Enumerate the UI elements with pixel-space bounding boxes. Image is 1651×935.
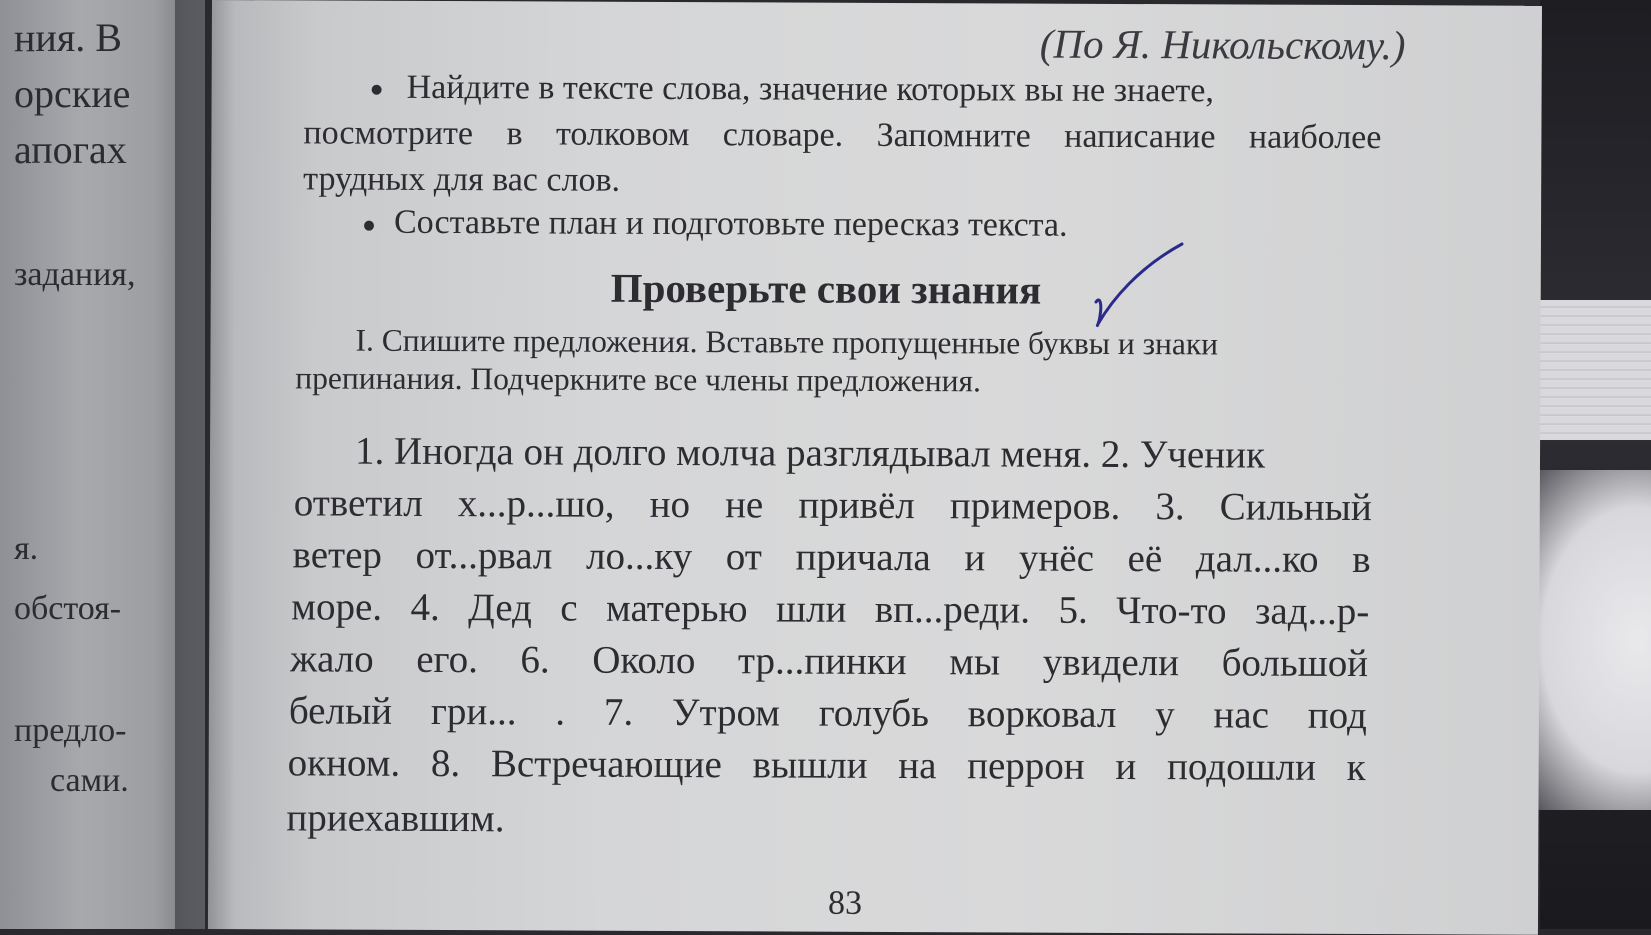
exercise-sentence-line: жало его. 6. Около тр...пинки мы увидели большой xyxy=(290,637,1369,686)
exercise-sentence-line: море. 4. Дед с матерью шли вп...реди. 5. Что-то зад...р- xyxy=(291,585,1370,634)
exercise-instruction-line: I. Спишите предложения. Вставьте пропущенные буквы и знаки xyxy=(355,322,1219,362)
exercise-sentence-line: окном. 8. Встречающие вышли на перрон и подошли к xyxy=(287,741,1366,790)
section-heading: Проверьте свои знания xyxy=(610,264,1042,313)
bullet-dot-icon xyxy=(364,221,374,231)
left-page-fragment: я. xyxy=(14,530,39,567)
left-page-fragment: орские xyxy=(14,71,131,116)
exercise-sentence-line: ветер от...рвал ло...ку от причала и унёс её дал...ко в xyxy=(292,533,1371,582)
exercise-sentence-line: 1. Иногда он долго молча разглядывал меня. 2. Ученик xyxy=(354,429,1266,477)
exercise-sentence-line: ответил х...р...шо, но не привёл примеров. 3. Сильный xyxy=(293,481,1372,530)
exercise-sentence-line: белый гри... . 7. Утром голубь ворковал у нас под xyxy=(288,689,1367,738)
left-page-fragment: апогах xyxy=(14,127,127,172)
left-page-fragment: предло- xyxy=(14,712,127,749)
task1-line: Найдите в тексте слова, значение которых вы не знаете, xyxy=(406,68,1215,110)
exercise-sentence-line: приехавшим. xyxy=(286,796,505,841)
page-number: 83 xyxy=(827,884,863,922)
book-spine-shadow xyxy=(175,0,235,929)
left-page-fragment: сами. xyxy=(50,762,129,799)
book-page xyxy=(208,0,1542,935)
task2-text: Составьте план и подготовьте пересказ текста. xyxy=(393,203,1068,244)
exercise-instruction-line: препинания. Подчеркните все члены предложения. xyxy=(295,360,981,399)
left-page-fragment: обстоя- xyxy=(14,590,122,627)
bullet-dot-icon xyxy=(372,85,382,95)
checkmark-icon xyxy=(1088,238,1188,332)
left-page-fragment: задания, xyxy=(14,256,136,293)
left-page-fragment: ния. В xyxy=(14,15,122,60)
source-attribution: (По Я. Никольскому.) xyxy=(1039,20,1406,69)
task1-line: посмотрите в толковом словаре. Запомните написание наиболее xyxy=(303,114,1382,157)
task1-line: трудных для вас слов. xyxy=(303,160,621,199)
